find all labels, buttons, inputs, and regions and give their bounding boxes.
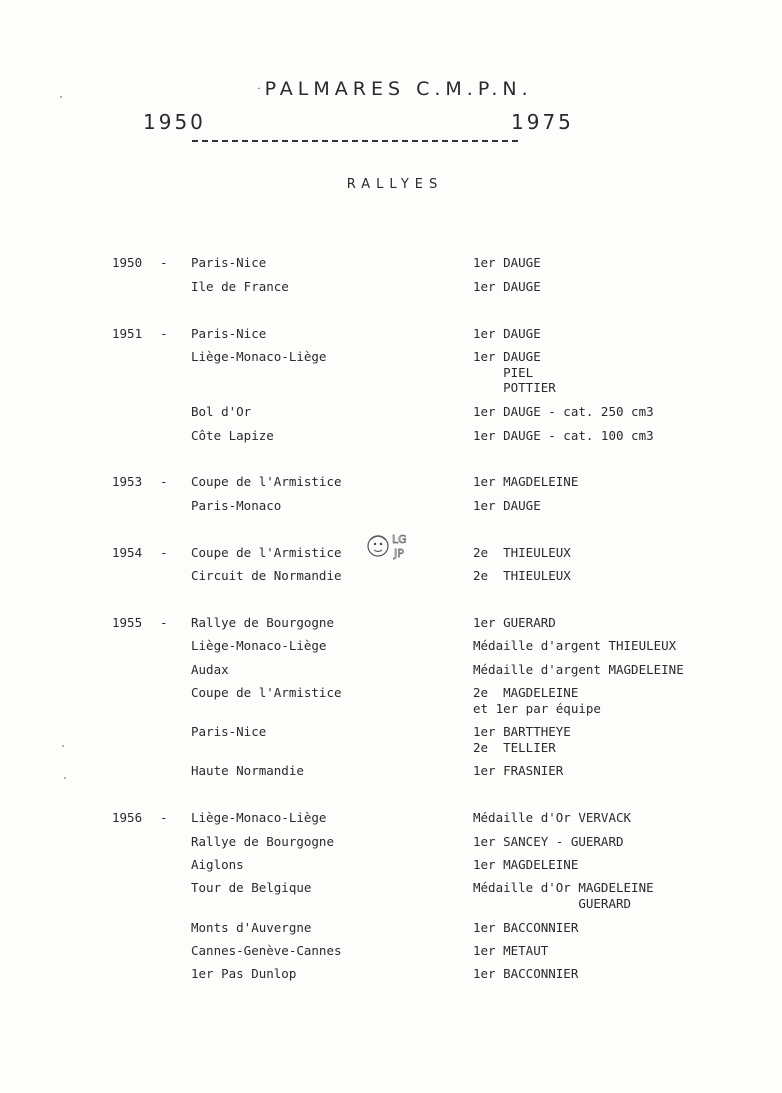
entry-event: Côte Lapize xyxy=(191,428,274,443)
entry-result: 1er MAGDELEINE xyxy=(473,474,579,489)
result-row xyxy=(0,880,782,911)
entry-event: Rallye de Bourgogne xyxy=(191,834,334,849)
entry-event: 1er Pas Dunlop xyxy=(191,966,297,981)
entry-result: Médaille d'argent THIEULEUX xyxy=(473,638,677,653)
entry-result: 1er FRASNIER xyxy=(473,763,564,778)
entry-result: 1er DAUGE - cat. 100 cm3 xyxy=(473,428,654,443)
result-row xyxy=(0,685,782,716)
result-row xyxy=(0,568,782,584)
result-row xyxy=(0,920,782,936)
paper-speck xyxy=(60,96,62,98)
result-row xyxy=(0,404,782,420)
entry-result: Médaille d'Or MAGDELEINE GUERARD xyxy=(473,880,654,911)
entry-dash: - xyxy=(160,326,168,341)
entry-result: 1er BACCONNIER xyxy=(473,920,579,935)
result-row xyxy=(0,615,782,631)
result-row xyxy=(0,810,782,826)
year-start: 1950 xyxy=(143,110,206,134)
entry-event: Liège-Monaco-Liège xyxy=(191,638,327,653)
entry-dash: - xyxy=(160,810,168,825)
entry-result: 1er BACCONNIER xyxy=(473,966,579,981)
entry-event: Ile de France xyxy=(191,279,289,294)
entry-event: Coupe de l'Armistice xyxy=(191,545,342,560)
result-row xyxy=(0,349,782,395)
entry-result: 1er DAUGE xyxy=(473,279,541,294)
entry-result: 1er SANCEY - GUERARD xyxy=(473,834,624,849)
entry-year: 1955 xyxy=(112,615,143,630)
result-row xyxy=(0,834,782,850)
entry-year: 1953 xyxy=(112,474,143,489)
entry-dash: - xyxy=(160,545,168,560)
entry-event: Monts d'Auvergne xyxy=(191,920,312,935)
face-stamp-icon xyxy=(366,528,418,564)
entry-event: Bol d'Or xyxy=(191,404,252,419)
entry-event: Paris-Monaco xyxy=(191,498,282,513)
result-row xyxy=(0,662,782,678)
result-row xyxy=(0,428,782,444)
dashed-underline xyxy=(192,140,518,142)
entry-event: Liège-Monaco-Liège xyxy=(191,349,327,364)
result-row xyxy=(0,279,782,295)
entry-event: Tour de Belgique xyxy=(191,880,312,895)
entry-dash: - xyxy=(160,255,168,270)
entry-event: Aiglons xyxy=(191,857,244,872)
entry-event: Cannes-Genève-Cannes xyxy=(191,943,342,958)
result-row xyxy=(0,763,782,779)
result-row xyxy=(0,966,782,982)
result-row xyxy=(0,638,782,654)
entry-year: 1950 xyxy=(112,255,143,270)
entry-result: 1er METAUT xyxy=(473,943,549,958)
entry-result: 1er DAUGE xyxy=(473,255,541,270)
result-row xyxy=(0,857,782,873)
result-row xyxy=(0,474,782,490)
document-title xyxy=(0,78,782,100)
paper-speck xyxy=(62,745,64,747)
entry-event: Paris-Nice xyxy=(191,724,267,739)
entry-result: 2e MAGDELEINE et 1er par équipe xyxy=(473,685,601,716)
entry-dash: - xyxy=(160,474,168,489)
entry-result: 1er DAUGE PIEL POTTIER xyxy=(473,349,556,395)
entry-result: 2e THIEULEUX xyxy=(473,545,571,560)
entry-year: 1951 xyxy=(112,326,143,341)
entry-result: 1er GUERARD xyxy=(473,615,556,630)
entry-year: 1954 xyxy=(112,545,143,560)
entry-event: Paris-Nice xyxy=(191,255,267,270)
document-title-text: PALMARES C.M.P.N. xyxy=(264,78,533,100)
entry-result: 1er BARTTHEYE 2e TELLIER xyxy=(473,724,571,755)
title-mark: · xyxy=(257,84,261,95)
entry-event: Circuit de Normandie xyxy=(191,568,342,583)
stamp-text-top: LG xyxy=(392,533,407,546)
entry-event: Haute Normandie xyxy=(191,763,304,778)
entry-year: 1956 xyxy=(112,810,143,825)
entry-event: Coupe de l'Armistice xyxy=(191,474,342,489)
entry-result: Médaille d'Or VERVACK xyxy=(473,810,632,825)
entry-result: 1er MAGDELEINE xyxy=(473,857,579,872)
result-row xyxy=(0,326,782,342)
entry-dash: - xyxy=(160,615,168,630)
entry-event: Liège-Monaco-Liège xyxy=(191,810,327,825)
entry-event: Rallye de Bourgogne xyxy=(191,615,334,630)
entry-event: Paris-Nice xyxy=(191,326,267,341)
result-row xyxy=(0,255,782,271)
entry-event: Coupe de l'Armistice xyxy=(191,685,342,700)
section-heading: RALLYES xyxy=(346,177,444,192)
result-row xyxy=(0,724,782,755)
entry-result: 1er DAUGE xyxy=(473,498,541,513)
result-row xyxy=(0,498,782,514)
entry-result: 2e THIEULEUX xyxy=(473,568,571,583)
result-row xyxy=(0,943,782,959)
entry-event: Audax xyxy=(191,662,229,677)
stamp-text-bottom: JP xyxy=(394,547,404,560)
paper-speck xyxy=(64,777,66,779)
year-end: 1975 xyxy=(511,110,574,134)
entry-result: Médaille d'argent MAGDELEINE xyxy=(473,662,684,677)
entry-result: 1er DAUGE - cat. 250 cm3 xyxy=(473,404,654,419)
entry-result: 1er DAUGE xyxy=(473,326,541,341)
